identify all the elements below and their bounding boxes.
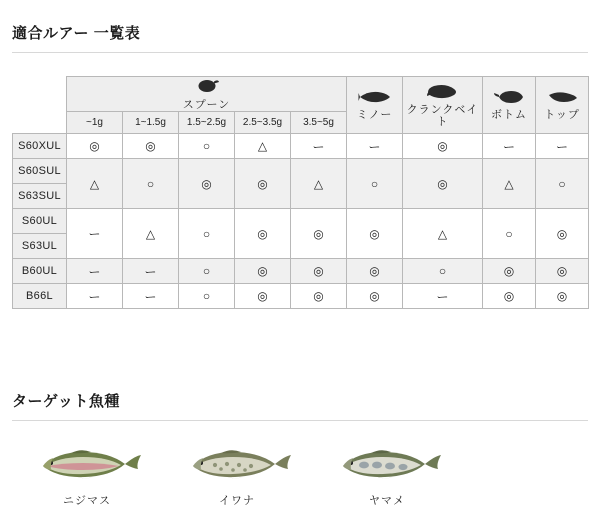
cell-mark: ◎ <box>536 259 589 284</box>
table-row <box>13 259 589 284</box>
top-group-header <box>536 77 589 134</box>
cell-mark: ○ <box>483 209 536 259</box>
cell-mark: ◎ <box>536 284 589 309</box>
weight-header-4: 3.5~5g <box>291 112 347 134</box>
spoon-group-label: スプーン <box>182 99 231 111</box>
minnow-group-header <box>347 77 403 134</box>
table-row <box>13 159 589 184</box>
minnow-group-label: ミノー <box>356 109 393 121</box>
table-row <box>13 209 589 234</box>
cell-mark: △ <box>67 159 123 209</box>
cell-mark: ー <box>347 134 403 159</box>
page-title-target: ターゲット魚種 <box>12 393 120 410</box>
table-row <box>13 134 589 159</box>
cell-mark: ー <box>123 259 179 284</box>
cell-mark: ー <box>67 209 123 259</box>
crankbait-group-label: クランクベイト <box>406 103 479 129</box>
model-label: S63SUL <box>13 184 67 209</box>
cell-mark: ◎ <box>403 159 483 209</box>
minnow-icon <box>358 89 392 108</box>
cell-mark: ◎ <box>179 159 235 209</box>
target-fish-list <box>12 440 588 508</box>
cell-mark: ◎ <box>347 284 403 309</box>
cell-mark: ー <box>291 134 347 159</box>
list-item <box>12 440 162 508</box>
cell-mark: ー <box>123 284 179 309</box>
cell-mark: ◎ <box>291 284 347 309</box>
list-item <box>162 440 312 508</box>
cell-mark: ◎ <box>235 209 291 259</box>
weight-header-3: 2.5~3.5g <box>235 112 291 134</box>
crankbait-group-header <box>403 77 483 134</box>
model-label: B66L <box>13 284 67 309</box>
char-fish-icon <box>162 440 312 486</box>
model-label: S63UL <box>13 234 67 259</box>
cell-mark: ◎ <box>235 259 291 284</box>
cell-mark: ◎ <box>291 209 347 259</box>
cell-mark: △ <box>235 134 291 159</box>
cell-mark: ◎ <box>291 259 347 284</box>
cell-mark: ◎ <box>235 159 291 209</box>
table-row <box>13 284 589 309</box>
spoon-group-header <box>67 77 347 112</box>
cell-mark: ◎ <box>483 259 536 284</box>
cell-mark: ー <box>67 284 123 309</box>
cell-mark: ○ <box>179 134 235 159</box>
cell-mark: ◎ <box>67 134 123 159</box>
cell-mark: ○ <box>403 259 483 284</box>
crankbait-icon <box>426 82 460 103</box>
masu-salmon-icon <box>312 440 462 486</box>
cell-mark: ー <box>483 134 536 159</box>
corner-blank-cell <box>13 77 67 134</box>
weight-header-1: 1~1.5g <box>123 112 179 134</box>
cell-mark: ○ <box>347 159 403 209</box>
cell-mark: ○ <box>179 259 235 284</box>
page-title-lure: 適合ルアー 一覧表 <box>12 25 141 42</box>
weight-header-0: ~1g <box>67 112 123 134</box>
cell-mark: △ <box>123 209 179 259</box>
model-label: B60UL <box>13 259 67 284</box>
model-label: S60XUL <box>13 134 67 159</box>
spoon-icon <box>194 77 220 98</box>
rainbow-trout-icon <box>12 440 162 486</box>
model-label: S60SUL <box>13 159 67 184</box>
bottom-group-header <box>483 77 536 134</box>
cell-mark: ◎ <box>347 259 403 284</box>
lure-compatibility-table <box>12 76 589 309</box>
cell-mark: ◎ <box>403 134 483 159</box>
list-item <box>312 440 462 508</box>
weight-header-2: 1.5~2.5g <box>179 112 235 134</box>
cell-mark: △ <box>291 159 347 209</box>
cell-mark: ◎ <box>536 209 589 259</box>
cell-mark: ◎ <box>483 284 536 309</box>
cell-mark: ○ <box>536 159 589 209</box>
cell-mark: ○ <box>179 209 235 259</box>
cell-mark: ○ <box>123 159 179 209</box>
cell-mark: ー <box>536 134 589 159</box>
cell-mark: △ <box>483 159 536 209</box>
bottom-group-label: ボトム <box>491 109 528 121</box>
table-header-icon-row <box>13 77 589 112</box>
cell-mark: ◎ <box>347 209 403 259</box>
bottom-lure-icon <box>493 89 525 108</box>
fish-name: ヤマメ <box>369 495 405 507</box>
fish-name: イワナ <box>219 495 255 507</box>
title-divider-lure <box>12 52 588 53</box>
cell-mark: ー <box>67 259 123 284</box>
cell-mark: △ <box>403 209 483 259</box>
cell-mark: ○ <box>179 284 235 309</box>
title-divider-target <box>12 420 588 421</box>
cell-mark: ー <box>403 284 483 309</box>
fish-name: ニジマス <box>63 495 111 507</box>
top-group-label: トップ <box>544 109 580 121</box>
model-label: S60UL <box>13 209 67 234</box>
cell-mark: ◎ <box>235 284 291 309</box>
cell-mark: ◎ <box>123 134 179 159</box>
top-lure-icon <box>546 89 578 108</box>
